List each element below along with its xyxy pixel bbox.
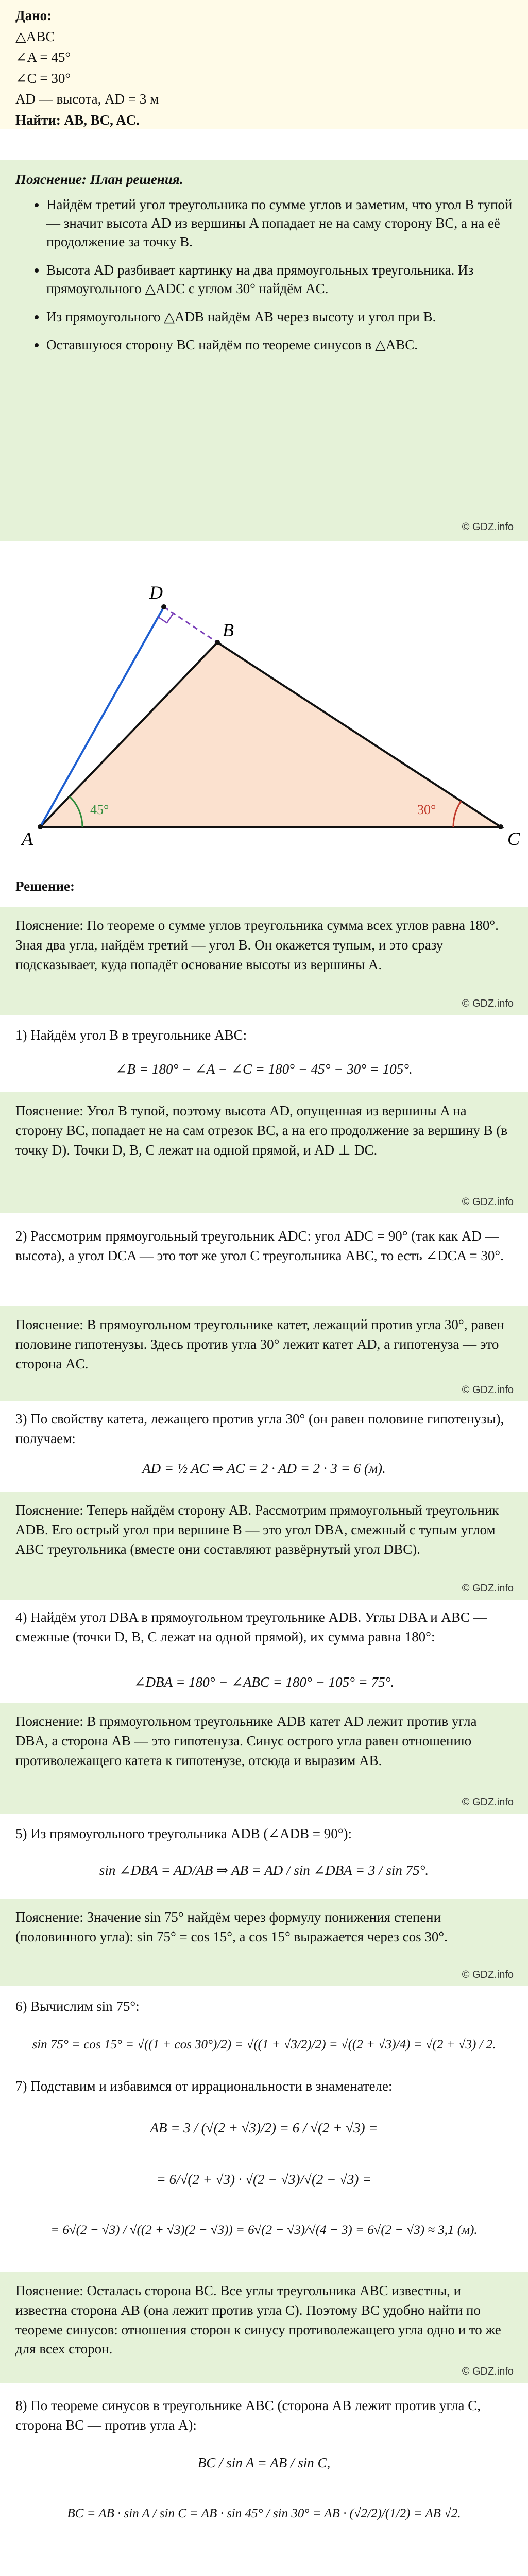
step-8: 8) По теореме синусов в треугольнике ABC (сторона AB лежит против угла C, сторона BC — против угла A): — [15, 2398, 481, 2433]
note-5 — [0, 1703, 528, 1814]
step-4: 4) Найдём угол DBA в прямоугольном треугольнике ADB. Углы DBA и ABC — смежные (точки D, B, C лежат на одной прямой), их сумма равна 180°: — [15, 1609, 487, 1645]
find-line: Найти: AB, BC, AC. — [15, 112, 140, 128]
credit: © GDZ.info — [462, 521, 514, 533]
given-block — [0, 0, 528, 129]
step-7: 7) Подставим и избавимся от иррациональности в знаменателе: — [15, 2078, 393, 2094]
eq-7c: = 6√(2 − √3) / √((2 + √3)(2 − √3)) = 6√(2 − √3)/√(4 − 3) = 6√(2 − √3) ≈ 3,1 (м). — [50, 2223, 478, 2237]
eq-6: sin 75° = cos 15° = √((1 + cos 30°)/2) = √((1 + √3/2)/2) = √((2 + √3)/4) = √(2 + √3) / 2. — [32, 2038, 496, 2052]
plan-list — [15, 195, 513, 354]
plan-block — [0, 160, 528, 541]
note-4 — [0, 1492, 528, 1600]
extension-db — [164, 607, 217, 642]
note-text: Пояснение: Угол B тупой, поэтому высота AD, опущенная из вершины A на сторону BC, попадает не на сам отрезок BC, а на его продолжение за вершину B (в точку D). Точки D, B, C лежат на одной прямой, и AD ⊥ DC. — [15, 1103, 508, 1158]
label-c: C — [507, 828, 520, 849]
given-line: ∠C = 30° — [15, 70, 71, 86]
triangle-svg — [0, 546, 528, 850]
label-a: A — [22, 828, 33, 849]
angle-c-label: 30° — [417, 802, 436, 817]
point-c — [498, 824, 503, 829]
solution-title: Решение: — [15, 878, 75, 894]
given-title: Дано: — [15, 8, 52, 23]
eq-8a: BC / sin A = AB / sin C, — [197, 2455, 331, 2470]
note-text: Пояснение: В прямоугольном треугольнике ADB катет AD лежит против угла DBA, а сторона AB — это гипотенуза. Синус острого угла равен отношению противолежащего катета к гипотенузе, отсюда и выразим AB. — [15, 1714, 477, 1768]
given-line: △ABC — [15, 28, 55, 44]
step-6: 6) Вычислим sin 75°: — [15, 1998, 140, 2014]
triangle-figure — [0, 546, 528, 850]
label-b: B — [223, 620, 234, 640]
note-text: Пояснение: Значение sin 75° найдём через формулу понижения степени (половинного угла): sin 75° = cos 15°, а cos 15° выражается через cos 30°. — [15, 1909, 448, 1944]
plan-item: • Оставшуюся сторону BC найдём по теореме синусов в △ABC. — [46, 335, 513, 354]
point-d — [161, 604, 166, 609]
eq-1: ∠B = 180° − ∠A − ∠C = 180° − 45° − 30° = 105°. — [115, 1061, 413, 1077]
point-b — [215, 640, 220, 645]
note-text: Пояснение: По теореме о сумме углов треугольника сумма всех углов равна 180°. Зная два угла, найдём третий — угол B. Он окажется тупым, и это сразу подсказывает, куда попадёт основание высоты из вершины A. — [15, 918, 499, 972]
given-line: AD — высота, AD = 3 м — [15, 91, 159, 107]
step-1: 1) Найдём угол B в треугольнике ABC: — [15, 1027, 247, 1043]
eq-7a: AB = 3 / (√(2 + √3)/2) = 6 / √(2 + √3) = — [150, 2120, 378, 2136]
plan-heading: Пояснение: План решения. — [15, 172, 183, 187]
step-2: 2) Рассмотрим прямоугольный треугольник ADC: угол ADC = 90° (так как AD — высота), а угол DCA — это тот же угол C треугольника ABC, то есть ∠DCA = 30°. — [15, 1228, 504, 1264]
eq-4: ∠DBA = 180° − ∠ABC = 180° − 105° = 75°. — [133, 1674, 395, 1690]
label-d: D — [149, 582, 163, 603]
credit: © GDZ.info — [462, 1797, 514, 1808]
plan-item: • Высота AD разбивает картинку на два прямоугольных треугольника. Из прямоугольного △ADC с углом 30° найдём AC. — [46, 261, 513, 298]
note-text: Пояснение: Теперь найдём сторону AB. Рассмотрим прямоугольный треугольник ADB. Его острый угол при вершине B — это угол DBA, смежный с тупым углом ABC треугольника (вместе они составляют развёрнутый угол DBC). — [15, 1502, 499, 1557]
credit: © GDZ.info — [462, 2366, 514, 2377]
note-2 — [0, 1092, 528, 1213]
eq-8b: BC = AB · sin A / sin C = AB · sin 45° / sin 30° = AB · (√2/2)/(1/2) = AB √2. — [67, 2506, 461, 2520]
plan-item: • Найдём третий угол треугольника по сумме углов и заметим, что угол B тупой — значит высота AD из вершины A попадает не на саму сторону BC, а на её продолжение за точку B. — [46, 195, 513, 251]
point-a — [38, 824, 43, 829]
note-3 — [0, 1306, 528, 1401]
credit: © GDZ.info — [462, 1583, 514, 1594]
note-1 — [0, 907, 528, 1015]
credit: © GDZ.info — [462, 1384, 514, 1396]
angle-a-label: 45° — [90, 802, 109, 817]
note-7 — [0, 2272, 528, 2383]
note-text: Пояснение: В прямоугольном треугольнике катет, лежащий против угла 30°, равен половине гипотенузы. Здесь против угла 30° лежит катет AD, а гипотенуза — это сторона AC. — [15, 1317, 504, 1371]
triangle-fill — [40, 642, 501, 827]
given-line: ∠A = 45° — [15, 49, 71, 65]
credit: © GDZ.info — [462, 1969, 514, 1980]
step-5: 5) Из прямоугольного треугольника ADB (∠ADB = 90°): — [15, 1826, 352, 1841]
step-3: 3) По свойству катета, лежащего против угла 30° (он равен половине гипотенузы), получаем: — [15, 1411, 504, 1447]
credit: © GDZ.info — [462, 1196, 514, 1208]
note-6 — [0, 1899, 528, 1986]
eq-5: sin ∠DBA = AD/AB ⇒ AB = AD / sin ∠DBA = 3 / sin 75°. — [99, 1862, 429, 1878]
credit: © GDZ.info — [462, 998, 514, 1009]
eq-7b: = 6/√(2 + √3) · √(2 − √3)/√(2 − √3) = — [156, 2172, 372, 2187]
eq-3: AD = ½ AC ⇒ AC = 2 · AD = 2 · 3 = 6 (м). — [142, 1461, 386, 1476]
note-text: Пояснение: Осталась сторона BC. Все углы треугольника ABC известны, и известна сторона AB (она лежит против угла C). Поэтому BC удобно найти по теореме синусов: отношения сторон к синусу противолежащего угла одно и то же для всех сторон. — [15, 2283, 501, 2357]
plan-item: • Из прямоугольного △ADB найдём AB через высоту и угол при B. — [46, 308, 513, 326]
